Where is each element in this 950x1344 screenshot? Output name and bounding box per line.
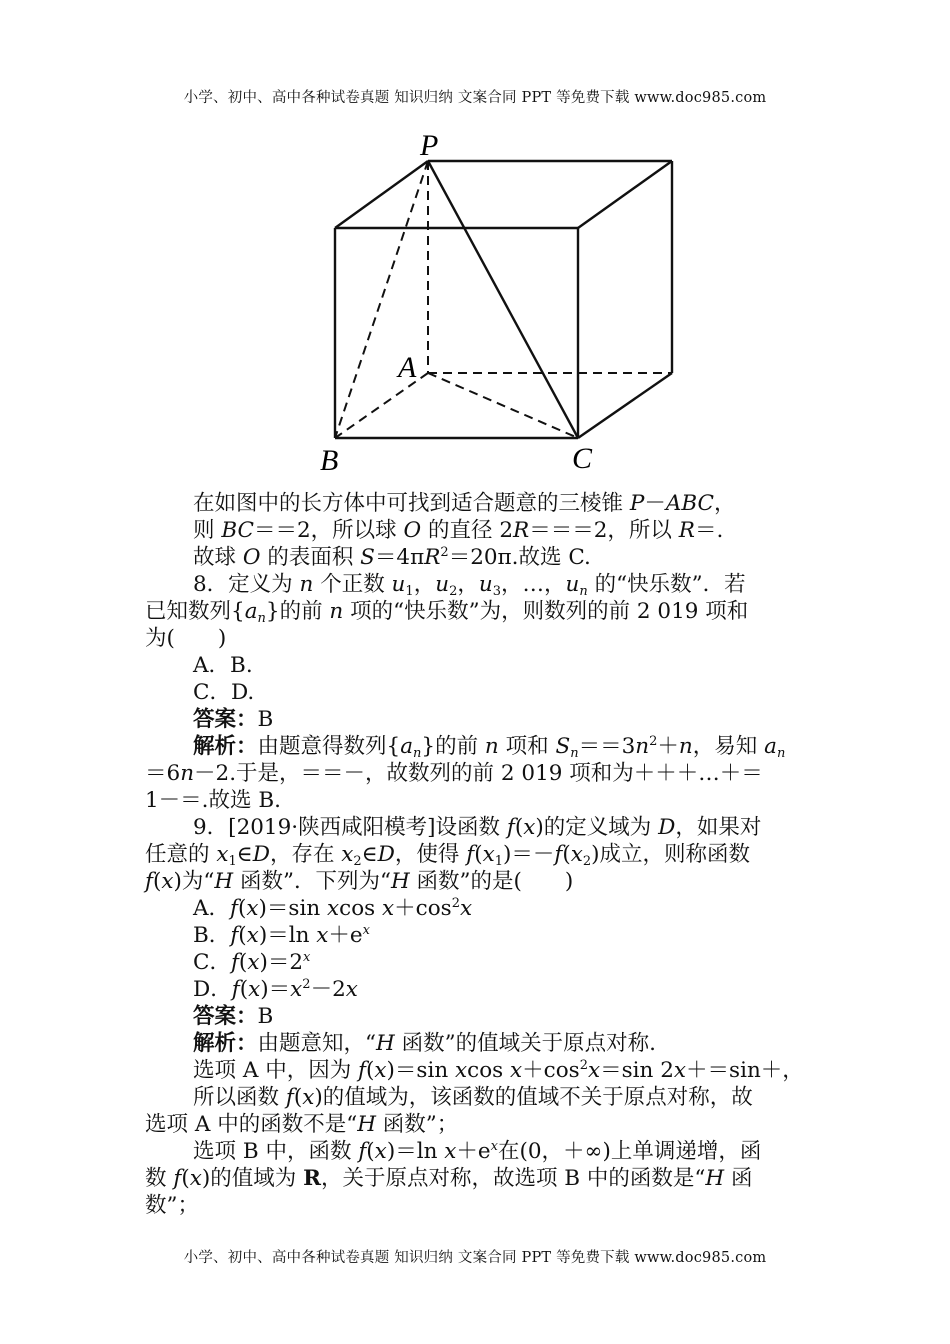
- question-9-option-a: A．f(x)＝sin xcos $x+\cos^2x$: [193, 896, 473, 921]
- vertex-label-c: C: [572, 442, 593, 475]
- question-9-option-c: C．$f(x)=2^x$: [193, 950, 311, 975]
- cuboid-figure: [300, 125, 700, 485]
- question-8-analysis-line-3: 1－＝.故选 B.: [145, 788, 281, 813]
- vertex-label-p: P: [420, 129, 439, 162]
- edge-top-right: [578, 161, 672, 228]
- edge-bottom-right: [578, 373, 672, 438]
- question-9-option-b: B．f(x)＝ln $x+e^x$: [193, 923, 370, 948]
- question-9-analysis-line-4: 选项 A 中的函数不是“H 函数”；: [145, 1112, 459, 1137]
- question-9-analysis-line-1: 解析：由题意知，“H 函数”的值域关于原点对称.: [193, 1031, 656, 1056]
- hidden-segment-ac: [428, 373, 578, 438]
- question-8-line-2: 已知数列$\{a_n\}$的前 n 项的“快乐数”为，则数列的前 2 019 项和: [145, 599, 749, 626]
- edge-top-left: [335, 161, 428, 228]
- header-banner: 小学、初中、高中各种试卷真题 知识归纳 文案合同 PPT 等免费下载 www.doc985.com: [183, 90, 767, 106]
- question-9-line-2: 任意的 $x_1\in D$，存在 $x_2\in D$，使得 $f(x_1)=-f(x_2)$成立，则称函数: [145, 842, 751, 869]
- vertex-label-a: A: [398, 351, 417, 384]
- footer-banner: 小学、初中、高中各种试卷真题 知识归纳 文案合同 PPT 等免费下载 www.doc985.com: [183, 1250, 767, 1266]
- question-8-line-1: 8．定义为 n 个正数 $u_1$，$u_2$，$u_3$，…，$u_n$ 的“快乐数”．若: [193, 572, 746, 599]
- segment-pc: [428, 161, 578, 438]
- text-line-1: 在如图中的长方体中可找到适合题意的三棱锥 P－ABC，: [193, 491, 736, 516]
- question-9-analysis-line-7: 数”；: [145, 1193, 199, 1218]
- question-9-analysis-line-2: 选项 A 中，因为 f(x)＝sin xcos $x+\cos^2x=\sin$ 2x＋＝sin＋，: [193, 1058, 804, 1083]
- question-9-analysis-line-6: 数 f(x)的值域为 R，关于原点对称，故选项 B 中的函数是“H 函: [145, 1166, 753, 1191]
- question-9-line-1: 9．[2019·陕西咸阳模考]设函数 f(x)的定义域为 D，如果对: [193, 815, 762, 840]
- text-line-3: 故球 O 的表面积 $S=4\pi R^2=20\pi$.故选 C.: [193, 545, 591, 570]
- hidden-segment-pb: [335, 161, 428, 438]
- question-9-analysis-line-5: 选项 B 中，函数 f(x)＝ln $x+e^x$在(0，＋∞)上单调递增，函: [193, 1139, 762, 1164]
- question-8-analysis-line-1: 解析：由题意得数列$\{a_n\}$的前 n 项和 $S_n==3n^2+n$，易知 $a_n$: [193, 734, 786, 761]
- cuboid-diagram: [300, 125, 700, 485]
- question-8-options-ab: A．B.: [193, 653, 253, 678]
- question-8-options-cd: C．D.: [193, 680, 255, 705]
- text-line-2: 则 BC＝＝2，所以球 O 的直径 2R＝＝＝2，所以 R＝.: [193, 518, 724, 543]
- question-8-answer: 答案：B: [193, 707, 274, 732]
- question-9-analysis-line-3: 所以函数 f(x)的值域为，该函数的值域不关于原点对称，故: [193, 1085, 753, 1110]
- question-8-line-3: 为( ): [145, 626, 227, 651]
- question-9-answer: 答案：B: [193, 1004, 274, 1029]
- question-8-analysis-line-2: ＝6n－2.于是，＝＝－，故数列的前 2 019 项和为＋＋＋…＋＝: [145, 761, 763, 786]
- vertex-label-b: B: [320, 444, 339, 477]
- question-9-option-d: D．$f(x)=x^2-2x$: [193, 977, 358, 1002]
- question-9-line-3: f(x)为“H 函数”．下列为“H 函数”的是( ): [145, 869, 574, 894]
